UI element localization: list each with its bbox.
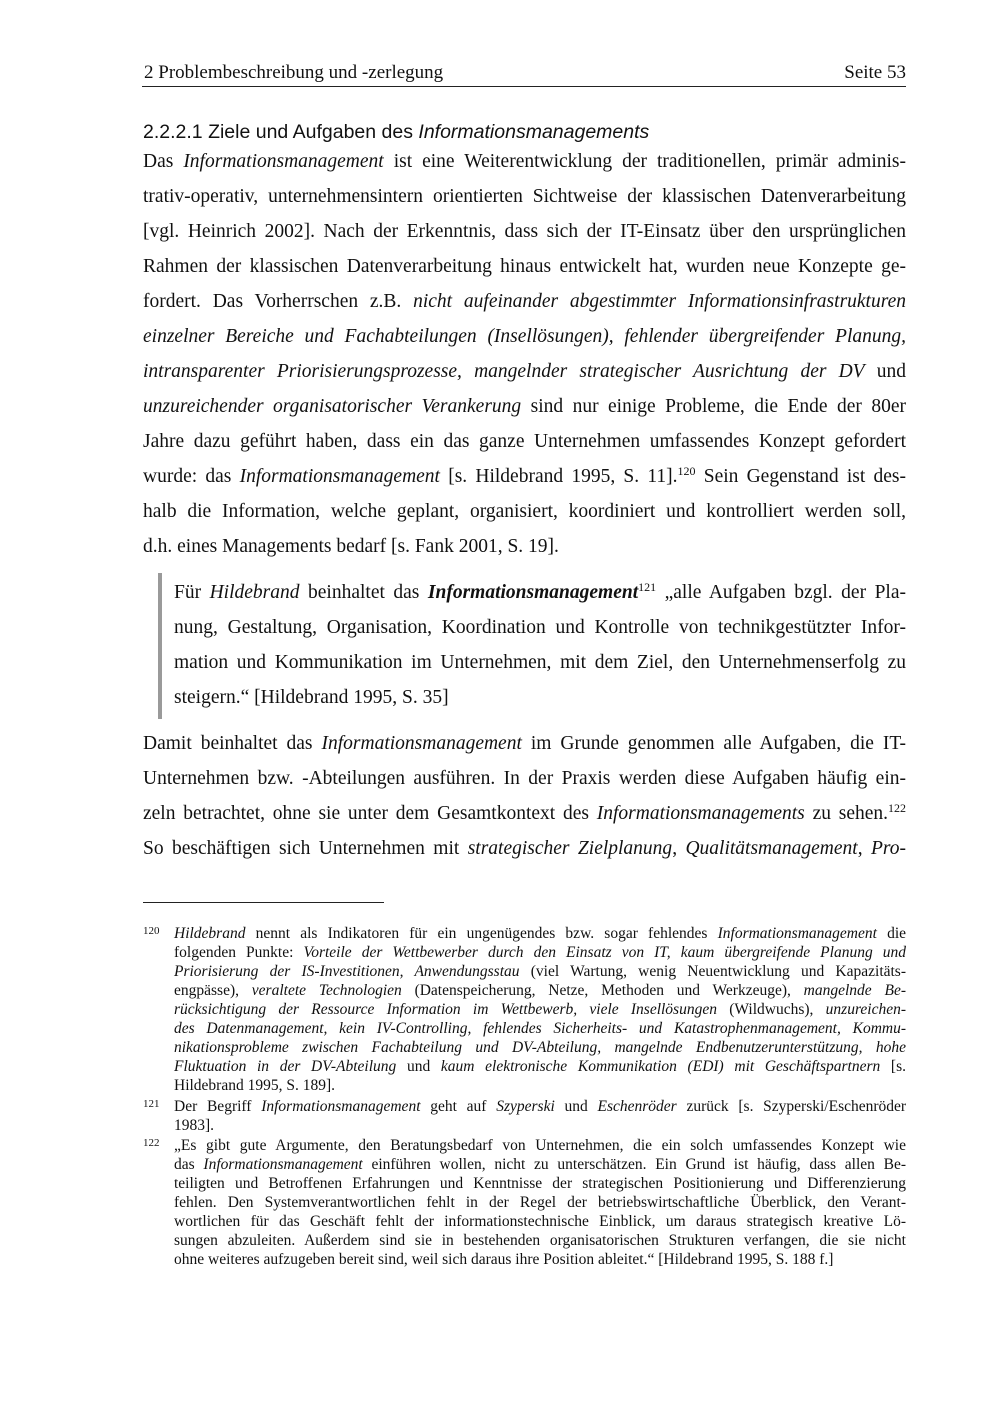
text-line: d.h. eines Managements bedarf [s. Fank 2001, S. 19]. [143,536,559,557]
section-title-italic: Informationsmanagements [418,121,650,143]
footnote-ref-120[interactable]: 120 [677,464,696,478]
text-line: fordert. Das Vorherrschen z.B. nicht aufeinander abgestimmter Informationsinfrastrukturen [143,291,906,312]
footnote-line: Hildebrand 1995, S. 189]. [174,1077,336,1094]
text-line: einzelner Bereiche und Fachabteilungen (Insellösungen), fehlender übergreifender Planung, [143,326,906,347]
footnote-ref-121[interactable]: 121 [638,580,657,594]
footnote-line: rücksichtigung der Ressource Information im Wettbewerb, viele Insellösungen (Wildwuchs), unzureichen- [174,1001,907,1018]
footnote-line: des Datenmanagement, kein IV-Controlling, fehlendes Sicherheits- und Katastrophenmanagement, Kommu- [174,1020,906,1037]
text-line: wurde: das Informationsmanagement [s. Hildebrand 1995, S. 11].$^{120}$ Sein Gegenstand ist des- [143,464,906,487]
footnote-line: das Informationsmanagement einführen wollen, nicht zu unterschätzen. Ein Grund ist häufig, dass allen Be- [174,1156,907,1173]
footnote-line: teiligten und Betroffenen Erfahrungen und Kenntnisse der strategischen Positionierung und Differenzierung [174,1175,906,1192]
section-heading [143,119,649,145]
footnote-line: Der Begriff Informationsmanagement geht auf Szyperski und Eschenröder zurück [s. Szyperski/Eschenröder [174,1098,907,1115]
chapter-title: 2 Problembeschreibung und -zerlegung [144,62,444,83]
footnote-line: Fluktuation in der DV-Abteilung und kaum elektronische Kommunikation (EDI) mit Geschäftspartnern [s. [174,1058,906,1075]
footnote-number: 120 [143,925,160,937]
footnote-line: engpässe), veraltete Technologien (Datenspeicherung, Netze, Methoden und Werkzeuge), mangelnde Be- [174,982,906,999]
quote-line: mation und Kommunikation im Unternehmen, mit dem Ziel, den Unternehmenserfolg zu [174,652,906,673]
footnote-separator [143,902,384,903]
footnote-line: ohne weiteres aufzugeben bereit sind, weil sich daraus ihre Position ableitet.“ [Hildebrand 1995, S. 188 f.] [174,1251,834,1268]
footnote-ref-122[interactable]: 122 [888,801,907,815]
text-line: Rahmen der klassischen Datenverarbeitung hinaus entwickelt hat, wurden neue Konzepte ge- [143,256,906,277]
running-header [142,60,906,87]
text-line: Damit beinhaltet das Informationsmanagement im Grunde genommen alle Aufgaben, die IT- [143,733,907,754]
footnote-line: folgenden Punkte: Vorteile der Wettbewerber durch den Einsatz von IT, kaum übergreifende Planung und [174,944,906,961]
footnote-line: Hildebrand nennt als Indikatoren für ein ungenügendes bzw. sogar fehlendes Informationsmanagement die [174,925,907,942]
quote-line: Für Hildebrand beinhaltet das Informationsmanagement$^{121}$ „alle Aufgaben bzgl. der Pla- [174,580,906,603]
footnote-number: 122 [143,1137,160,1149]
section-title: Ziele und Aufgaben des [208,121,413,143]
text-line: trativ-operativ, unternehmensintern orientierten Sichtweise der klassischen Datenverarbeitung [143,186,906,207]
quote-line: nung, Gestaltung, Organisation, Koordination und Kontrolle von technikgestützter Infor- [174,617,906,638]
footnote-line: sungen abzuleiten. Außerdem sind sie in bestehenden organisatorischen Strukturen verfangen, die sie nicht [174,1232,906,1249]
footnote-line: fehlen. Den Systemverantwortlichen fehlt in der Regel der betriebswirtschaftliche Überblick, den Verant- [174,1194,906,1211]
quote-bar [158,573,162,719]
text-line: Unternehmen bzw. -Abteilungen ausführen. In der Praxis werden diese Aufgaben häufig ein- [143,768,906,789]
section-number: 2.2.2.1 [143,121,203,143]
text-line: unzureichender organisatorischer Verankerung sind nur einige Probleme, die Ende der 80er [143,396,906,417]
text-line: Das Informationsmanagement ist eine Weiterentwicklung der traditionellen, primär adminis- [143,151,906,172]
footnote-line: wortlichen für das Geschäft fehlt der informationstechnische Einblick, um daraus strategisch kreative Lö- [174,1213,906,1230]
footnote-line: nikationsprobleme zwischen Fachabteilung und DV-Abteilung, mangelnde Endbenutzerunterstützung, hohe [174,1039,906,1056]
text-line: zeln betrachtet, ohne sie unter dem Gesamtkontext des Informationsmanagements zu sehen.$^{122}$ [143,801,907,824]
text-line: halb die Information, welche geplant, organisiert, koordiniert und kontrolliert werden soll, [143,501,906,522]
quote-line: steigern.“ [Hildebrand 1995, S. 35] [174,687,449,708]
footnote-number: 121 [143,1098,160,1110]
footnote-line: Priorisierung der IS-Investitionen, Anwendungsstau (viel Wartung, wenig Neuentwicklung und Kapazitäts- [174,963,907,980]
text-line: intransparenter Priorisierungsprozesse, mangelnder strategischer Ausrichtung der DV und [143,361,906,382]
footnote-line: „Es gibt gute Argumente, den Beratungsbedarf von Unternehmen, die ein solch umfassendes Konzept wie [174,1137,906,1154]
text-line: So beschäftigen sich Unternehmen mit strategischer Zielplanung, Qualitätsmanagement, Pro- [143,838,907,859]
text-line: [vgl. Heinrich 2002]. Nach der Erkenntnis, dass sich der IT-Einsatz über den ursprünglichen [143,221,906,242]
page-number: Seite 53 [844,62,906,83]
text-line: Jahre dazu geführt haben, dass ein das ganze Unternehmen umfassendes Konzept gefordert [143,431,906,452]
footnote-line: 1983]. [174,1117,215,1134]
